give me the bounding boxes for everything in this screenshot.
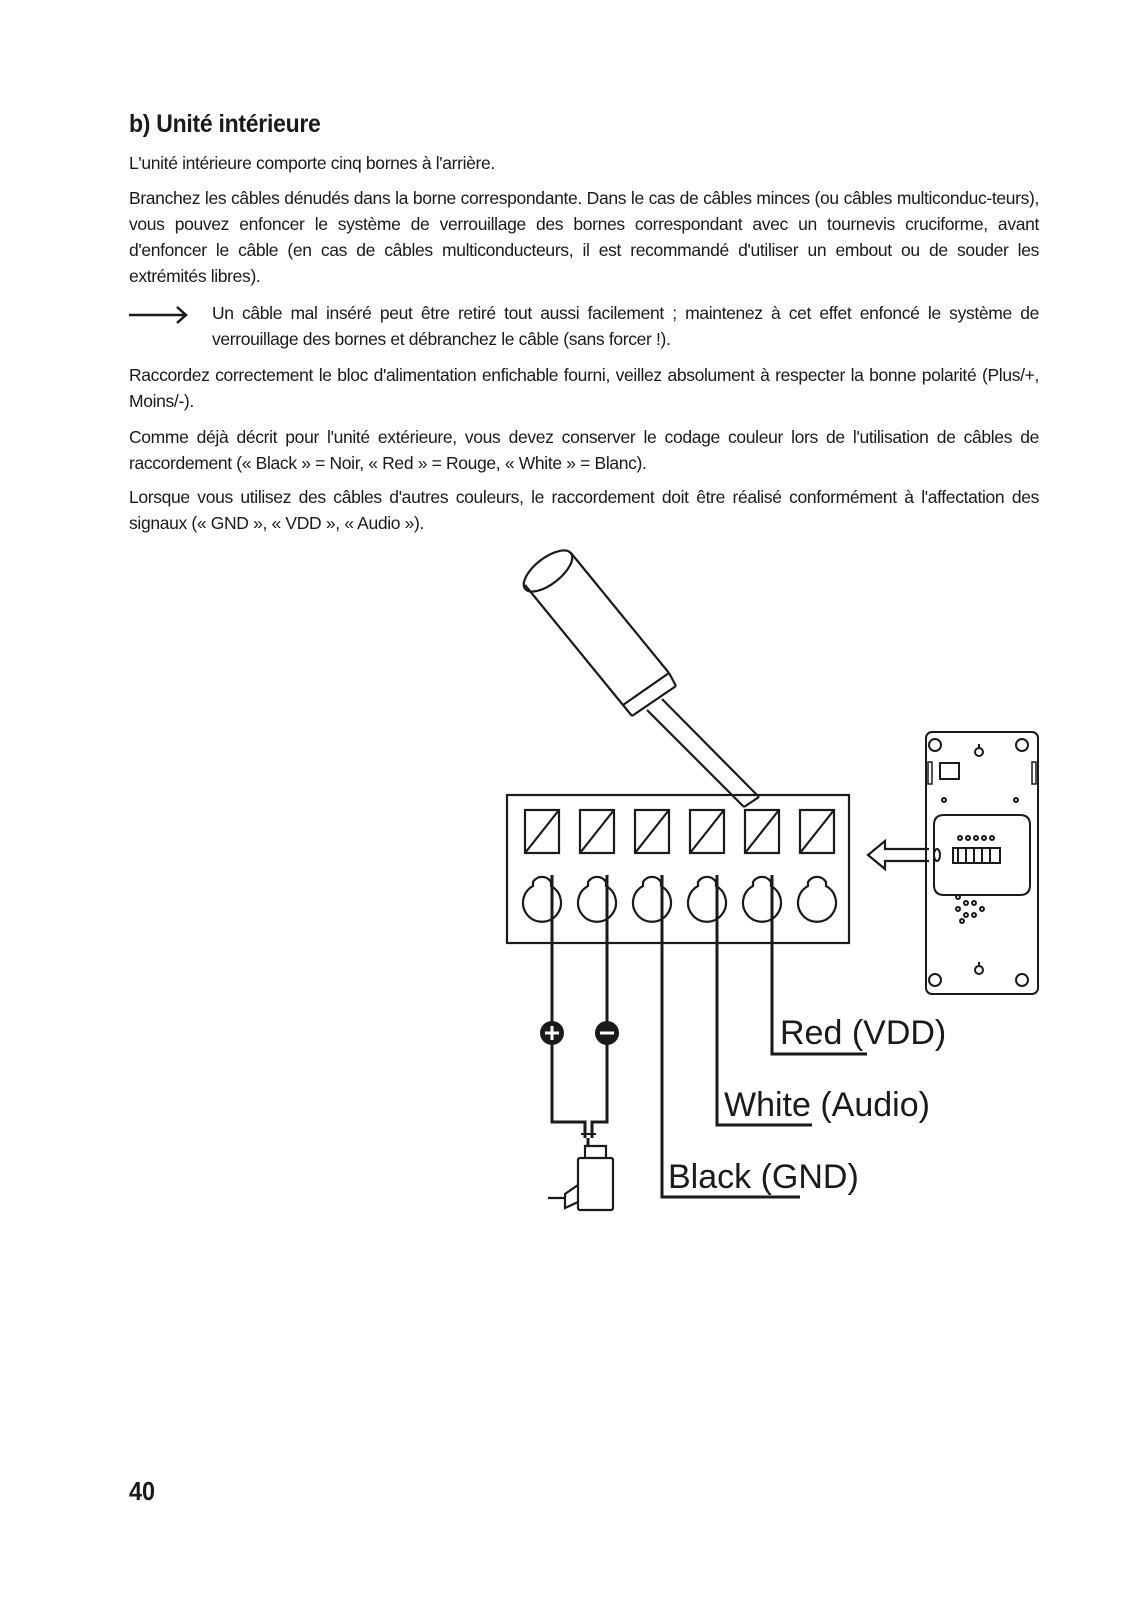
label-white-audio: White (Audio) bbox=[724, 1086, 930, 1124]
section-heading: b) Unité intérieure bbox=[129, 110, 321, 138]
label-black-gnd: Black (GND) bbox=[668, 1158, 859, 1196]
screwdriver-icon bbox=[517, 543, 759, 807]
arrow-left-icon bbox=[868, 841, 929, 869]
power-adapter-icon bbox=[548, 1138, 613, 1210]
paragraph-color-coding: Comme déjà décrit pour l'unité extérieure, vous devez conserver le codage couleur lors de l'utilisation de câbles de raccordement (« Black » = Noir, « Red » = Rouge, « White » = Blanc). bbox=[129, 427, 1039, 473]
note-text: Un câble mal inséré peut être retiré tout aussi facilement ; maintenez à cet effet enfoncé le système de verrouillage des bornes et débranchez le câble (sans forcer !). bbox=[212, 303, 1039, 349]
indoor-unit-back-icon bbox=[926, 732, 1038, 994]
paragraph-power-supply: Raccordez correctement le bloc d'alimentation enfichable fourni, veillez absolument à respecter la bonne polarité (Plus/+, Moins/-). bbox=[129, 365, 1039, 411]
terminal-block bbox=[507, 795, 849, 943]
paragraph-other-colors: Lorsque vous utilisez des câbles d'autres couleurs, le raccordement doit être réalisé conformément à l'affectation des signaux (« GND », « VDD », « Audio »). bbox=[129, 487, 1039, 533]
page-number: 40 bbox=[129, 1476, 156, 1506]
polarity-minus-marker bbox=[595, 1021, 619, 1045]
paragraph-wiring: Branchez les câbles dénudés dans la borne correspondante. Dans le cas de câbles minces (ou câbles multiconduc-teurs), vous pouvez enfoncer le système de verrouillage des bornes correspondant avec un tournevis cruciforme, avant d'enfoncer le câble (en cas de câbles multiconducteurs, il est recommandé d'utiliser un embout ou de souder les extrémités libres). bbox=[129, 188, 1039, 286]
label-red-vdd: Red (VDD) bbox=[780, 1014, 947, 1052]
paragraph-terminals: L'unité intérieure comporte cinq bornes à l'arrière. bbox=[129, 153, 495, 173]
polarity-plus-marker bbox=[540, 1021, 564, 1045]
